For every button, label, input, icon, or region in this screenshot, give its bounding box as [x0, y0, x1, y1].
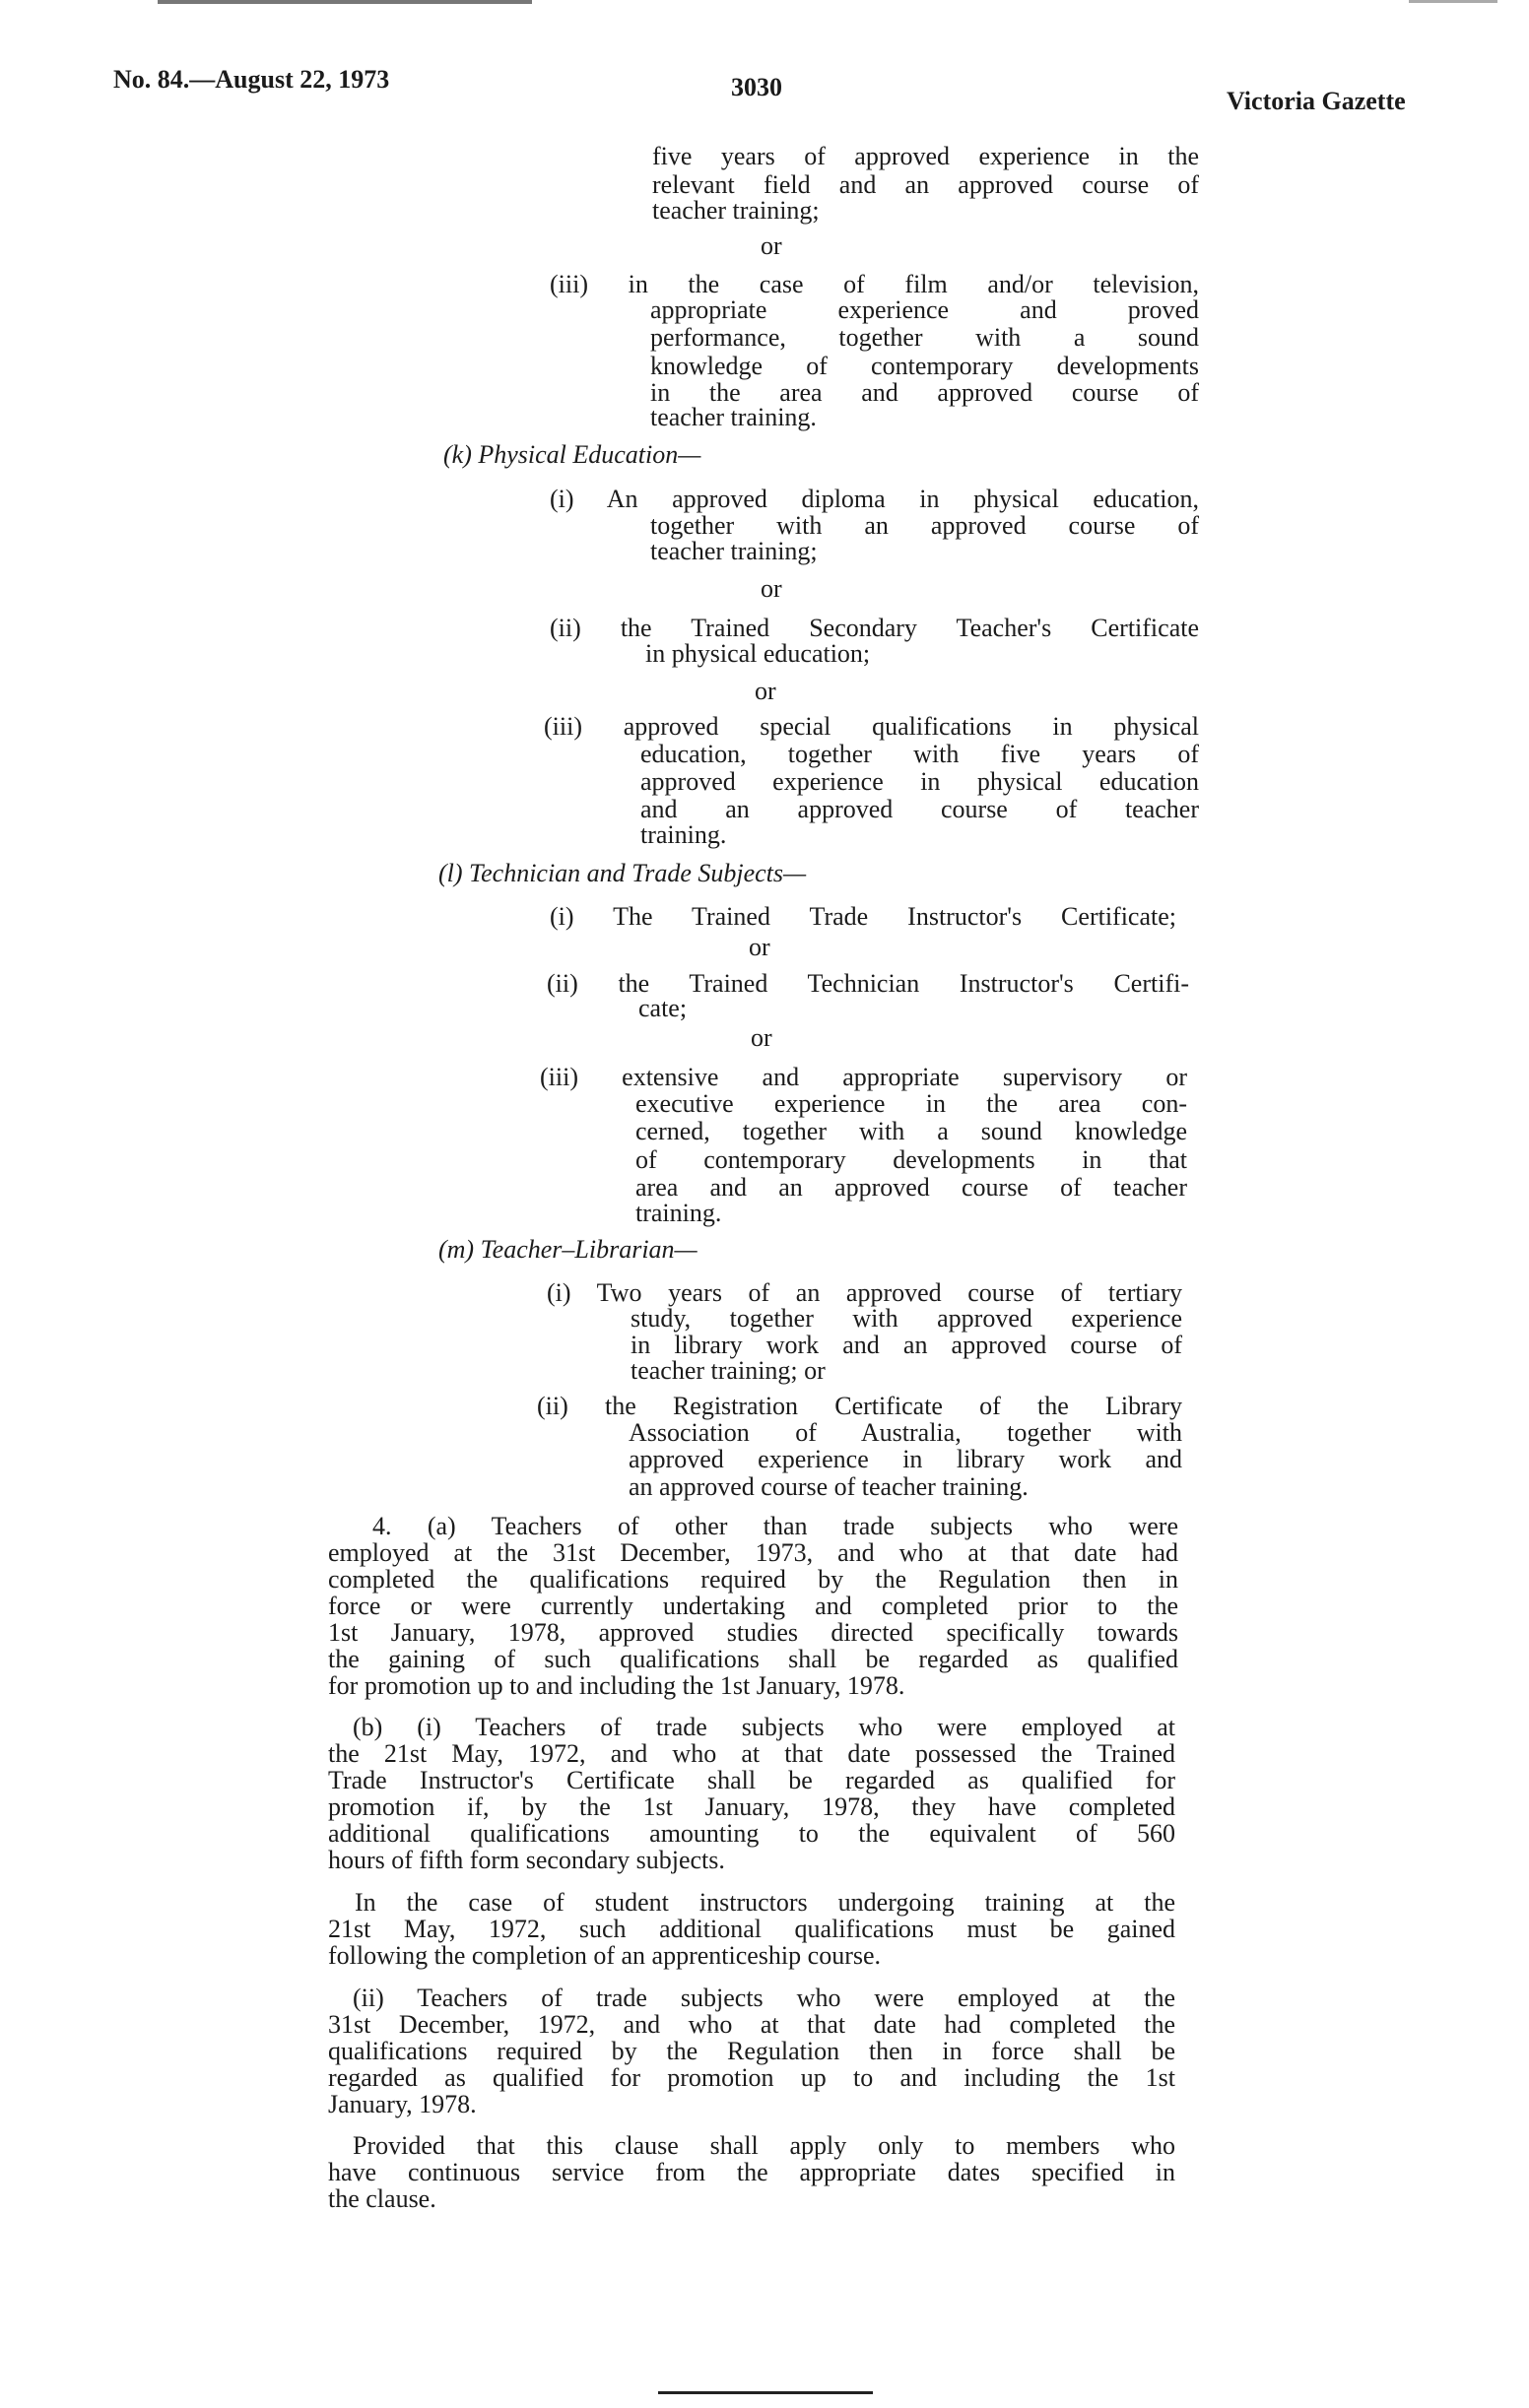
paragraph-line: 1st January, 1978, approved studies directed specifically towards: [328, 1618, 1178, 1647]
list-item: (ii) the Registration Certificate of the Library: [537, 1392, 1182, 1420]
header-issue: No. 84.—August 22, 1973: [113, 65, 390, 94]
body-line: cerned, together with a sound knowledge: [635, 1117, 1187, 1145]
list-item: (iii) approved special qualifications in physical: [544, 712, 1199, 741]
or-separator: or: [755, 677, 776, 705]
paragraph-line: 4. (a) Teachers of other than trade subjects who were: [372, 1512, 1178, 1540]
body-line: five years of approved experience in the: [652, 142, 1199, 170]
header-publication: Victoria Gazette: [1227, 87, 1406, 115]
or-separator: or: [761, 231, 782, 260]
body-line: study, together with approved experience: [631, 1304, 1182, 1333]
body-line: executive experience in the area con-: [635, 1089, 1187, 1118]
paragraph-line: for promotion up to and including the 1st January, 1978.: [328, 1671, 905, 1700]
top-scan-edge: [1409, 0, 1497, 3]
paragraph-line: qualifications required by the Regulation then in force shall be: [328, 2037, 1175, 2065]
paragraph-line: Trade Instructor's Certificate shall be regarded as qualified for: [328, 1766, 1175, 1794]
footer-rule: [658, 2391, 873, 2394]
or-separator: or: [749, 933, 770, 961]
paragraph-line: force or were currently undertaking and completed prior to the: [328, 1592, 1178, 1620]
body-line: teacher training;: [650, 537, 818, 565]
paragraph-line: have continuous service from the appropriate dates specified in: [328, 2158, 1175, 2186]
paragraph-line: following the completion of an apprenticeship course.: [328, 1941, 882, 1970]
paragraph-line: the clause.: [328, 2184, 436, 2213]
paragraph-line: completed the qualifications required by the Regulation then in: [328, 1565, 1178, 1594]
body-line: approved experience in physical education: [640, 767, 1199, 796]
or-separator: or: [751, 1023, 772, 1052]
paragraph-line: the 21st May, 1972, and who at that date possessed the Trained: [328, 1739, 1175, 1768]
paragraph-line: 21st May, 1972, such additional qualifications must be gained: [328, 1915, 1175, 1943]
body-line: performance, together with a sound: [650, 323, 1199, 352]
top-scan-edge: [158, 0, 532, 4]
page-number: 3030: [731, 73, 782, 101]
body-line: an approved course of teacher training.: [629, 1472, 1029, 1501]
or-separator: or: [761, 574, 782, 603]
paragraph-line: Provided that this clause shall apply only to members who: [353, 2131, 1175, 2160]
body-line: teacher training.: [650, 403, 817, 431]
body-line: teacher training; or: [631, 1356, 826, 1385]
section-heading: (k) Physical Education—: [443, 440, 701, 469]
paragraph-line: employed at the 31st December, 1973, and who at that date had: [328, 1538, 1178, 1567]
paragraph-line: In the case of student instructors undergoing training at the: [355, 1888, 1175, 1917]
paragraph-line: hours of fifth form secondary subjects.: [328, 1846, 725, 1874]
paragraph-line: additional qualifications amounting to the equivalent of 560: [328, 1819, 1175, 1848]
list-item: (i) An approved diploma in physical education,: [550, 485, 1199, 513]
list-item: (ii) the Trained Secondary Teacher's Certificate: [550, 614, 1199, 642]
body-line: appropriate experience and proved: [650, 295, 1199, 324]
body-line: education, together with five years of: [640, 740, 1199, 768]
body-line: and an approved course of teacher: [640, 795, 1199, 823]
body-line: Association of Australia, together with: [629, 1418, 1182, 1447]
body-line: cate;: [638, 994, 688, 1022]
paragraph-line: 31st December, 1972, and who at that date had completed the: [328, 2010, 1175, 2039]
list-item: (iii) extensive and appropriate supervisory or: [540, 1063, 1187, 1091]
body-line: in physical education;: [645, 639, 871, 668]
paragraph-line: (b) (i) Teachers of trade subjects who were employed at: [353, 1713, 1175, 1741]
section-heading: (m) Teacher–Librarian—: [438, 1235, 698, 1264]
list-item: (i) Two years of an approved course of tertiary: [547, 1278, 1182, 1307]
body-line: knowledge of contemporary developments: [650, 352, 1199, 380]
body-line: in the area and approved course of: [650, 378, 1199, 407]
body-line: together with an approved course of: [650, 511, 1199, 540]
paragraph-line: January, 1978.: [328, 2090, 477, 2118]
list-item: (i) The Trained Trade Instructor's Certificate;: [550, 902, 1176, 931]
body-line: training.: [640, 820, 727, 849]
paragraph-line: (ii) Teachers of trade subjects who were employed at the: [353, 1984, 1175, 2012]
body-line: training.: [635, 1199, 722, 1227]
paragraph-line: the gaining of such qualifications shall be regarded as qualified: [328, 1645, 1178, 1673]
body-line: of contemporary developments in that: [635, 1145, 1187, 1174]
body-line: approved experience in library work and: [629, 1445, 1182, 1473]
body-line: in library work and an approved course of: [631, 1331, 1182, 1359]
paragraph-line: regarded as qualified for promotion up to and including the 1st: [328, 2063, 1175, 2092]
paragraph-line: promotion if, by the 1st January, 1978, they have completed: [328, 1792, 1175, 1821]
list-item: (iii) in the case of film and/or television,: [550, 270, 1199, 298]
section-heading: (l) Technician and Trade Subjects—: [438, 859, 807, 887]
list-item: (ii) the Trained Technician Instructor's Certifi-: [547, 969, 1189, 998]
body-line: relevant field and an approved course of: [652, 170, 1199, 199]
body-line: teacher training;: [652, 196, 820, 225]
body-line: area and an approved course of teacher: [635, 1173, 1187, 1202]
